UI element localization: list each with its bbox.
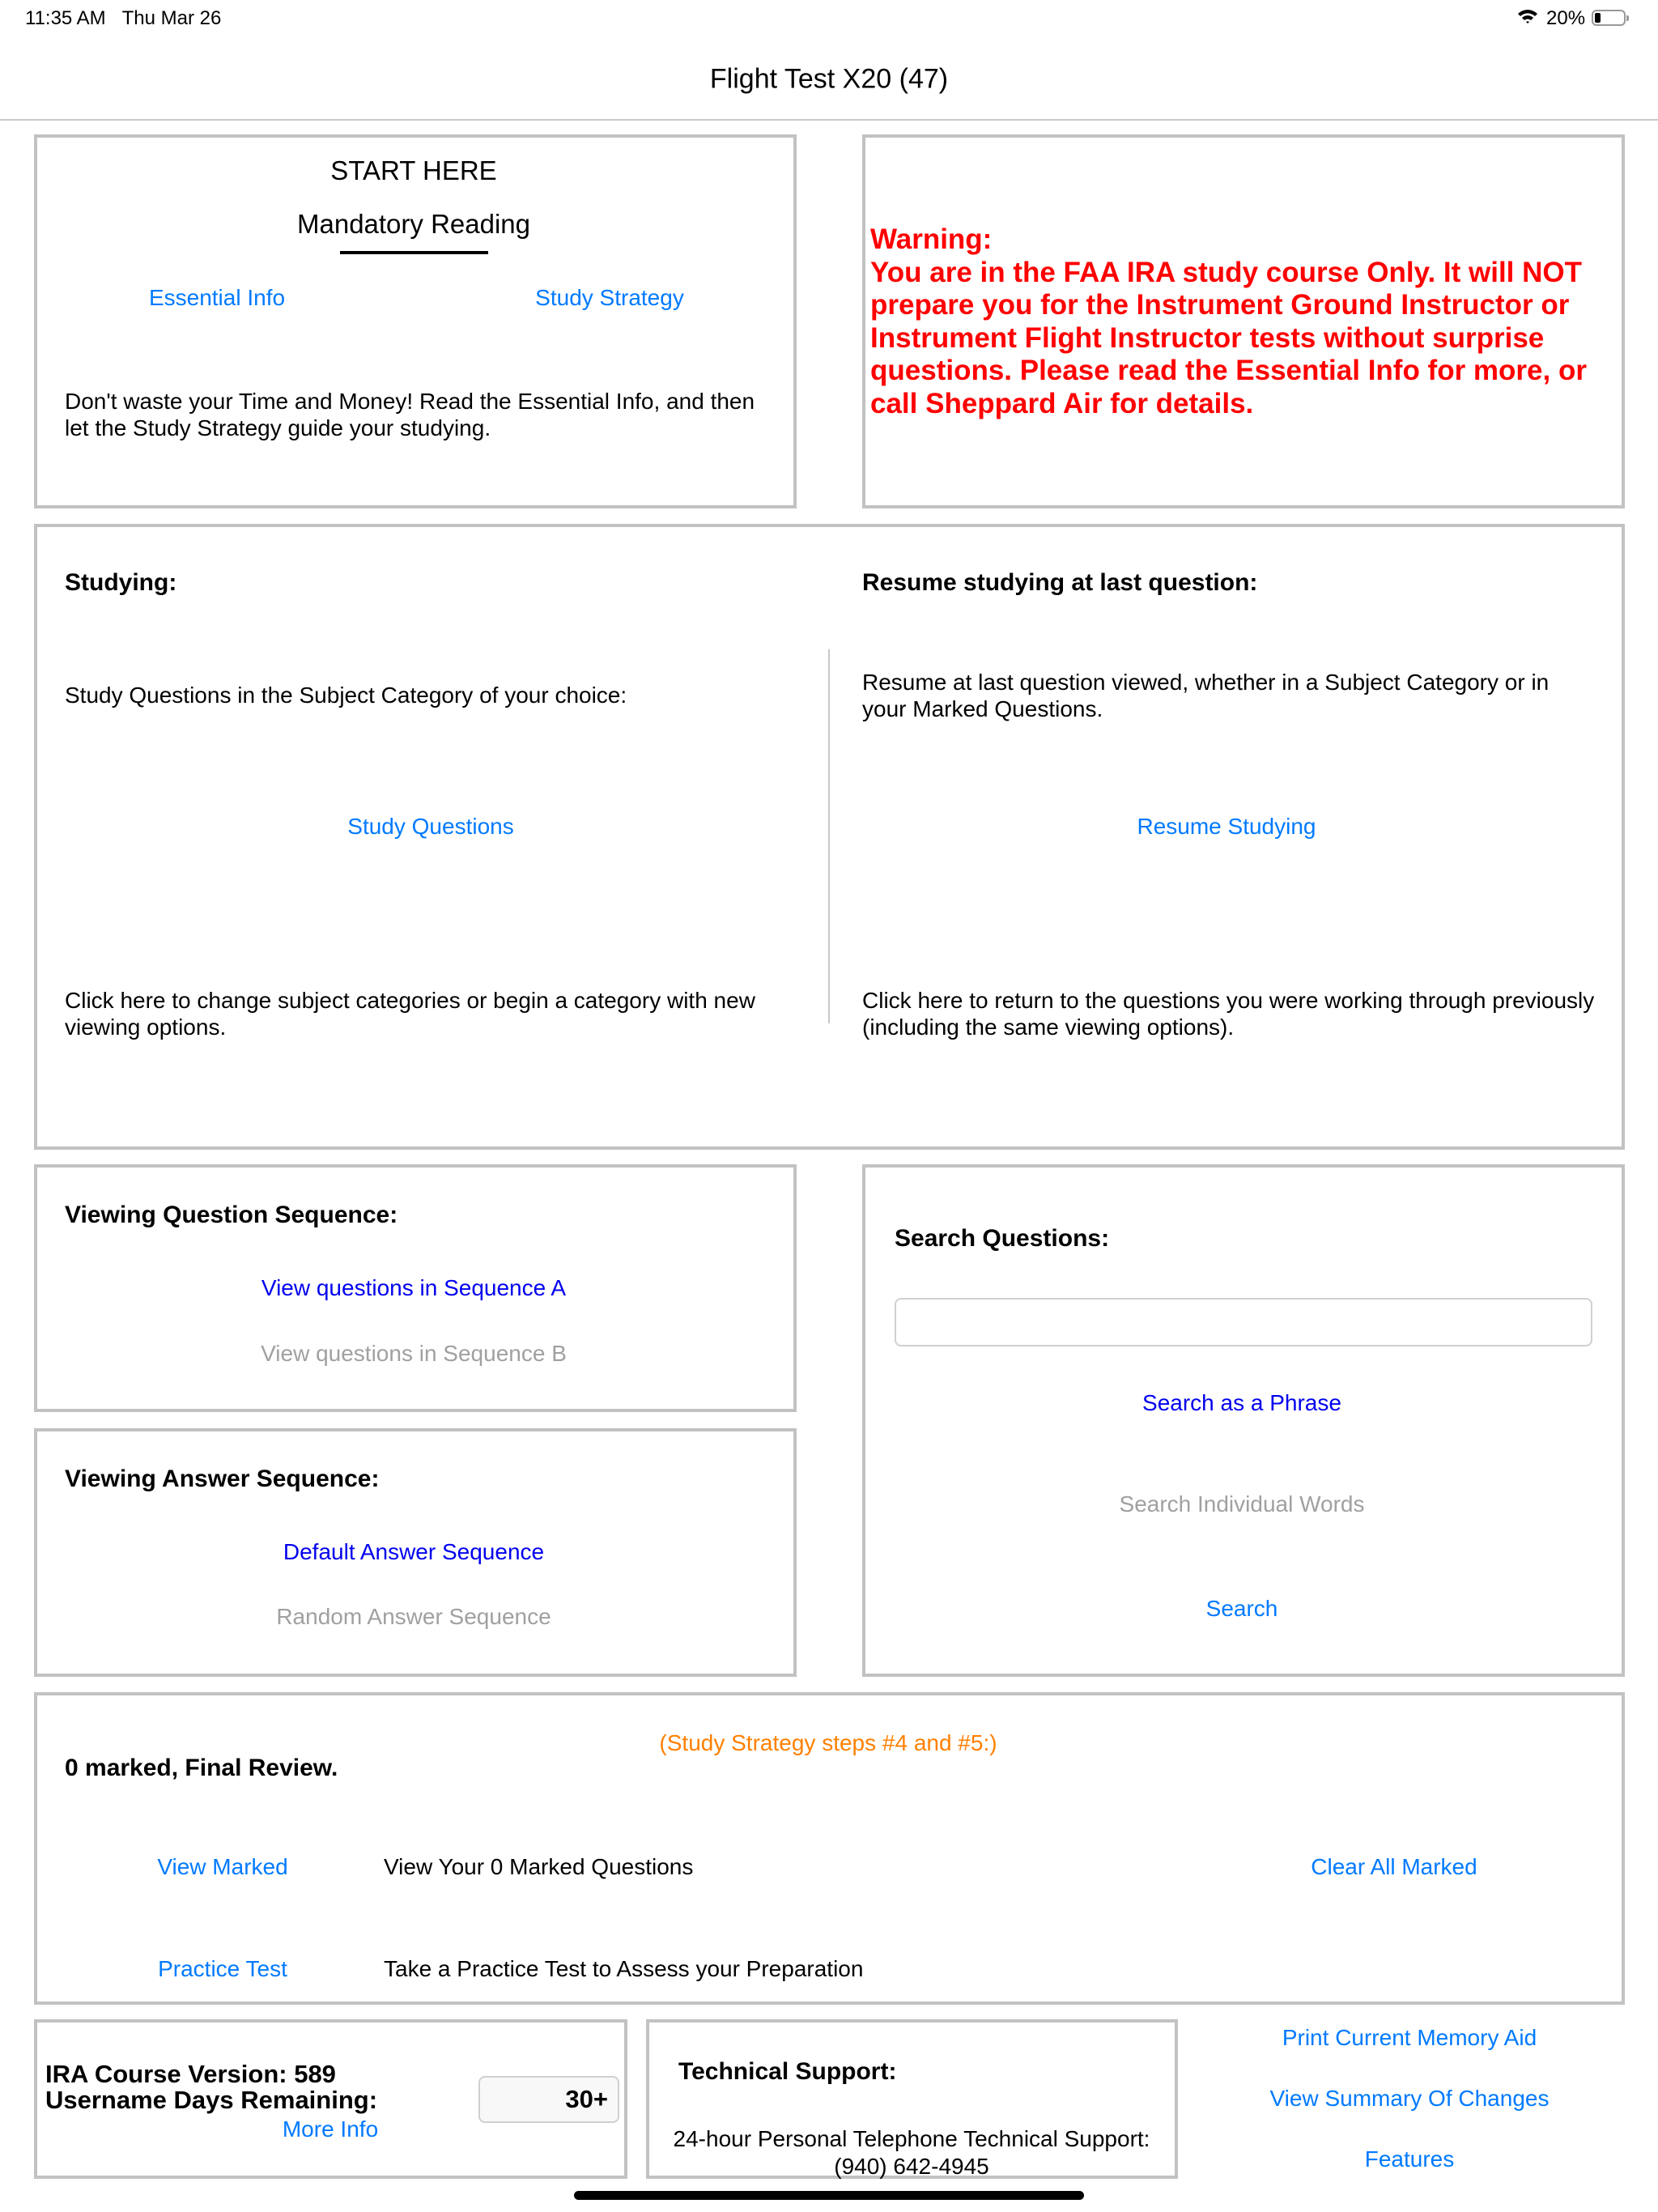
- battery-icon: [1592, 10, 1626, 26]
- default-answer-option[interactable]: Default Answer Sequence: [283, 1539, 545, 1564]
- tech-support-title: Technical Support:: [678, 2058, 897, 2085]
- search-title: Search Questions:: [895, 1225, 1110, 1252]
- search-phrase-option[interactable]: Search as a Phrase: [1142, 1390, 1341, 1415]
- practice-test-button[interactable]: Practice Test: [158, 1956, 287, 1981]
- studying-divider: [828, 649, 830, 1023]
- mandatory-reading-title: Mandatory Reading: [296, 209, 531, 239]
- start-here-panel: [34, 134, 797, 508]
- tech-support-phone[interactable]: (940) 642-4945: [834, 2154, 989, 2179]
- tech-support-line: 24-hour Personal Telephone Technical Support:: [673, 2126, 1150, 2151]
- resume-studying-button[interactable]: Resume Studying: [1137, 814, 1316, 839]
- status-date: Thu Mar 26: [121, 7, 222, 29]
- studying-title: Studying:: [65, 569, 177, 596]
- course-version: IRA Course Version: 589: [45, 2060, 336, 2088]
- status-time: 11:35 AM Thu Mar 26: [25, 7, 222, 29]
- start-here-title: START HERE: [330, 155, 497, 185]
- resume-footer: Click here to return to the questions you were working through previously (including the same viewing options).: [862, 988, 1595, 1040]
- page-title: Flight Test X20 (47): [709, 63, 949, 95]
- more-info-link[interactable]: More Info: [282, 2116, 379, 2142]
- review-title: 0 marked, Final Review.: [65, 1755, 338, 1781]
- view-marked-button[interactable]: View Marked: [157, 1854, 288, 1879]
- print-memory-aid-link[interactable]: Print Current Memory Aid: [1282, 2025, 1537, 2050]
- study-questions-button[interactable]: Study Questions: [347, 814, 514, 839]
- studying-intro: Study Questions in the Subject Category of your choice:: [65, 683, 627, 708]
- search-input[interactable]: [895, 1298, 1592, 1346]
- battery-percent: 20%: [1546, 7, 1586, 29]
- question-sequence-title: Viewing Question Sequence:: [65, 1202, 398, 1228]
- search-button[interactable]: Search: [1205, 1596, 1278, 1621]
- sequence-b-option[interactable]: View questions in Sequence B: [261, 1341, 567, 1366]
- view-marked-description: View Your 0 Marked Questions: [384, 1854, 694, 1879]
- search-words-option[interactable]: Search Individual Words: [1119, 1491, 1365, 1516]
- resume-intro: Resume at last question viewed, whether in a Subject Category or in your Marked Questions.: [862, 670, 1550, 721]
- resume-title: Resume studying at last question:: [862, 569, 1258, 596]
- answer-sequence-title: Viewing Answer Sequence:: [65, 1465, 380, 1492]
- view-summary-link[interactable]: View Summary Of Changes: [1269, 2086, 1550, 2111]
- warning-heading: Warning:: [870, 223, 993, 255]
- warning-text: [870, 223, 1615, 420]
- studying-footer: Click here to change subject categories or begin a category with new viewing options.: [65, 988, 755, 1040]
- random-answer-option[interactable]: Random Answer Sequence: [276, 1604, 551, 1629]
- home-indicator[interactable]: [574, 2191, 1084, 2200]
- header-divider: [0, 119, 1658, 121]
- practice-test-description: Take a Practice Test to Assess your Preparation: [384, 1956, 864, 1981]
- warning-body: You are in the FAA IRA study course Only. It will NOT prepare you for the Instrument Ground Instructor or Instrument Flight Instructor tests without surprise questions. Please read the Essential Info for more, or call Sheppard Air for details.: [870, 256, 1587, 419]
- study-strategy-link[interactable]: Study Strategy: [535, 285, 684, 310]
- essential-info-link[interactable]: Essential Info: [148, 285, 286, 310]
- days-remaining-label: Username Days Remaining:: [45, 2086, 378, 2114]
- wifi-icon: [1517, 7, 1538, 30]
- features-link[interactable]: Features: [1364, 2146, 1455, 2172]
- days-remaining-value: 30+: [478, 2076, 619, 2123]
- start-here-description: Don't waste your Time and Money! Read the Essential Info, and then let the Study Strategy guide your studying.: [65, 389, 755, 440]
- study-strategy-note: (Study Strategy steps #4 and #5:): [659, 1730, 997, 1755]
- clear-all-marked-button[interactable]: Clear All Marked: [1311, 1854, 1477, 1879]
- sequence-a-option[interactable]: View questions in Sequence A: [261, 1275, 567, 1300]
- title-underline: [340, 251, 488, 254]
